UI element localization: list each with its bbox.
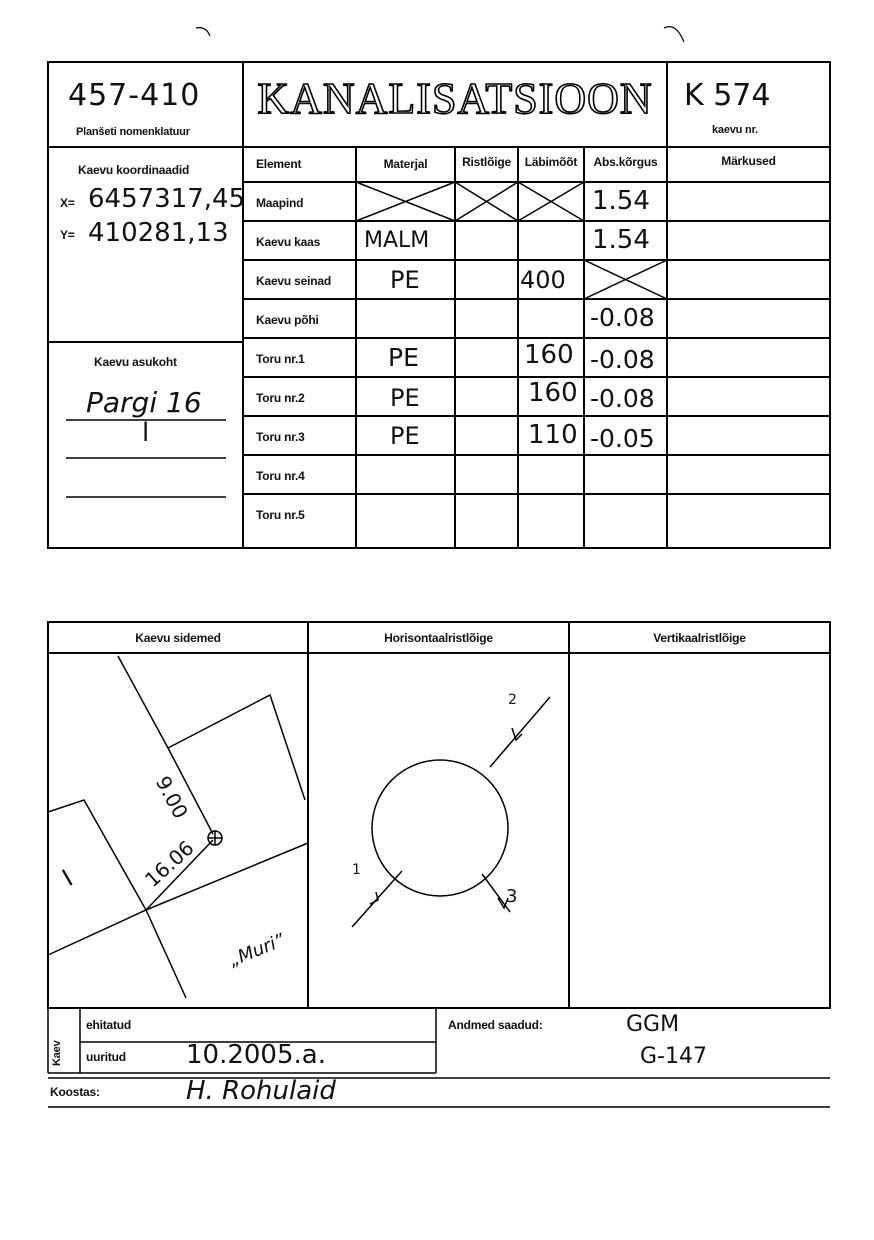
- tie-dimension-1: 9.00: [150, 772, 193, 823]
- nomenclature-label: Planšeti nomenklatuur: [76, 126, 190, 138]
- well-label: Kaev: [51, 1040, 63, 1066]
- row-element: Kaevu seinad: [256, 274, 331, 288]
- measured-value: 10.2005.a.: [186, 1040, 326, 1070]
- row-element: Kaevu põhi: [256, 313, 319, 327]
- row-diameter: 400: [520, 266, 566, 294]
- compiled-by: H. Rohulaid: [186, 1076, 336, 1106]
- row-element: Maapind: [256, 196, 304, 210]
- row-abs: 1.54: [592, 186, 650, 216]
- row-abs: -0.08: [590, 303, 655, 332]
- row-material: PE: [390, 422, 420, 450]
- nomenclature-value: 457-410: [68, 78, 201, 113]
- row-element: Toru nr.3: [256, 430, 305, 444]
- pipe-2-label: 2: [508, 692, 517, 708]
- horizontal-section-sketch: [352, 697, 550, 927]
- x-coordinate: 6457317,45: [88, 184, 246, 214]
- well-number: K 574: [684, 78, 771, 113]
- measured-label: uuritud: [86, 1050, 126, 1064]
- row-abs: 1.54: [592, 225, 650, 255]
- ties-panel-title: Kaevu sidemed: [135, 631, 221, 645]
- location-line1: Pargi 16: [86, 386, 202, 419]
- header-abs-height: Abs.kõrgus: [593, 155, 658, 169]
- row-diameter: 160: [524, 340, 574, 370]
- tie-dimension-2: 16.06: [140, 835, 199, 892]
- row-material: PE: [390, 384, 420, 412]
- row-diameter: 160: [528, 378, 578, 408]
- street-note: „Muri”: [226, 929, 288, 972]
- row-abs: -0.08: [590, 384, 655, 413]
- row-element: Toru nr.1: [256, 352, 305, 366]
- page-title: KANALISATSIOON: [257, 74, 653, 123]
- header-element: Element: [256, 157, 302, 171]
- vertical-panel-title: Vertikaalristlõige: [653, 631, 746, 645]
- header-material: Materjal: [383, 157, 428, 171]
- row-element: Toru nr.5: [256, 508, 305, 522]
- location-line2: l: [142, 418, 150, 448]
- x-label: X=: [60, 196, 75, 210]
- data-source-line1: GGM: [626, 1012, 680, 1037]
- header-notes: Märkused: [721, 154, 776, 168]
- pipe-1-label: 1: [352, 862, 361, 878]
- coordinates-label: Kaevu koordinaadid: [78, 163, 190, 177]
- row-element: Toru nr.4: [256, 469, 305, 483]
- row-element: Kaevu kaas: [256, 235, 321, 249]
- header-diameter: Läbimõõt: [524, 155, 578, 169]
- row-material: MALM: [364, 228, 430, 253]
- pipe-3-label: 3: [506, 886, 518, 907]
- well-number-label: kaevu nr.: [712, 124, 758, 136]
- row-material: PE: [388, 343, 419, 372]
- y-label: Y=: [60, 228, 75, 242]
- compiled-label: Koostas:: [50, 1085, 100, 1099]
- building-label: I: [57, 864, 78, 892]
- row-material: PE: [390, 266, 420, 294]
- row-diameter: 110: [528, 420, 578, 450]
- data-source-label: Andmed saadud:: [448, 1018, 543, 1032]
- y-coordinate: 410281,13: [88, 218, 229, 248]
- row-element: Toru nr.2: [256, 391, 305, 405]
- row-abs: -0.05: [590, 424, 655, 453]
- row-abs: -0.08: [590, 345, 655, 374]
- location-label: Kaevu asukoht: [94, 355, 177, 369]
- header-cross-section: Ristlõige: [462, 155, 511, 169]
- built-label: ehitatud: [86, 1018, 132, 1032]
- data-source-line2: G-147: [640, 1044, 707, 1069]
- horizontal-panel-title: Horisontaalristlõige: [384, 631, 493, 645]
